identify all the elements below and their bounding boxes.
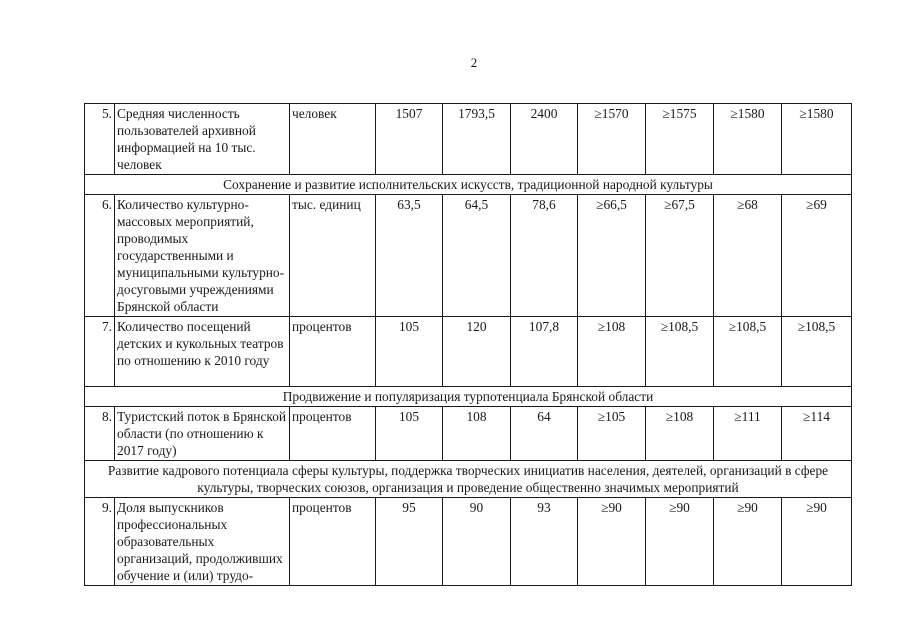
value-cell: 107,8 — [511, 317, 578, 387]
value-cell: 1793,5 — [443, 104, 511, 175]
value-cell: ≥90 — [578, 498, 646, 586]
value-cell: 64,5 — [443, 195, 511, 317]
value-cell: ≥68 — [714, 195, 782, 317]
unit-cell: процентов — [290, 407, 376, 461]
value-cell: ≥90 — [646, 498, 714, 586]
value-cell: 90 — [443, 498, 511, 586]
section-row — [85, 461, 852, 498]
value-cell: ≥111 — [714, 407, 782, 461]
indicator-name: Средняя численность пользователей архивной информацией на 10 тыс. человек — [115, 104, 290, 175]
value-cell: ≥90 — [782, 498, 852, 586]
value-cell: ≥1580 — [782, 104, 852, 175]
value-cell: ≥67,5 — [646, 195, 714, 317]
value-cell: 95 — [376, 498, 443, 586]
value-cell: 78,6 — [511, 195, 578, 317]
section-row — [85, 175, 852, 195]
value-cell: 105 — [376, 317, 443, 387]
value-cell: ≥108,5 — [782, 317, 852, 387]
page-number: 2 — [470, 55, 478, 70]
value-cell: 1507 — [376, 104, 443, 175]
table-row — [85, 498, 852, 586]
value-cell: ≥105 — [578, 407, 646, 461]
row-number: 5. — [85, 104, 115, 175]
value-cell: 108 — [443, 407, 511, 461]
indicator-name: Туристский поток в Брянской области (по отношению к 2017 году) — [115, 407, 290, 461]
row-number: 7. — [85, 317, 115, 387]
value-cell: 2400 — [511, 104, 578, 175]
unit-cell: процентов — [290, 317, 376, 387]
table-row — [85, 195, 852, 317]
section-title: Продвижение и популяризация турпотенциала Брянской области — [85, 387, 852, 407]
section-title: Сохранение и развитие исполнительских искусств, традиционной народной культуры — [85, 175, 852, 195]
value-cell: 63,5 — [376, 195, 443, 317]
value-cell: ≥1570 — [578, 104, 646, 175]
value-cell: 93 — [511, 498, 578, 586]
value-cell: ≥108,5 — [714, 317, 782, 387]
indicator-name: Количество культурно-массовых мероприятий, проводимых государственными и муниципальными культурно-досуговыми учреждениями Брянской области — [115, 195, 290, 317]
value-cell: ≥108 — [578, 317, 646, 387]
value-cell: ≥66,5 — [578, 195, 646, 317]
value-cell: 105 — [376, 407, 443, 461]
value-cell: ≥69 — [782, 195, 852, 317]
value-cell: ≥1580 — [714, 104, 782, 175]
value-cell: ≥108,5 — [646, 317, 714, 387]
unit-cell: тыс. единиц — [290, 195, 376, 317]
section-row — [85, 387, 852, 407]
row-number: 6. — [85, 195, 115, 317]
row-number: 8. — [85, 407, 115, 461]
unit-cell: человек — [290, 104, 376, 175]
value-cell: 64 — [511, 407, 578, 461]
value-cell: ≥114 — [782, 407, 852, 461]
value-cell: ≥108 — [646, 407, 714, 461]
indicator-name: Количество посещений детских и кукольных театров по отношению к 2010 году — [115, 317, 290, 387]
section-title: Развитие кадрового потенциала сферы культуры, поддержка творческих инициатив населения, деятелей, организаций в сфере культуры, творческих союзов, организация и проведение общественно значимых мероприятий — [85, 461, 852, 498]
value-cell: ≥90 — [714, 498, 782, 586]
row-number: 9. — [85, 498, 115, 586]
table-row — [85, 407, 852, 461]
value-cell: 120 — [443, 317, 511, 387]
indicator-name: Доля выпускников профессиональных образовательных организаций, продолживших обучение и (или) трудо- — [115, 498, 290, 586]
indicators-table — [84, 103, 852, 586]
value-cell: ≥1575 — [646, 104, 714, 175]
table-row — [85, 317, 852, 387]
table-row — [85, 104, 852, 175]
unit-cell: процентов — [290, 498, 376, 586]
